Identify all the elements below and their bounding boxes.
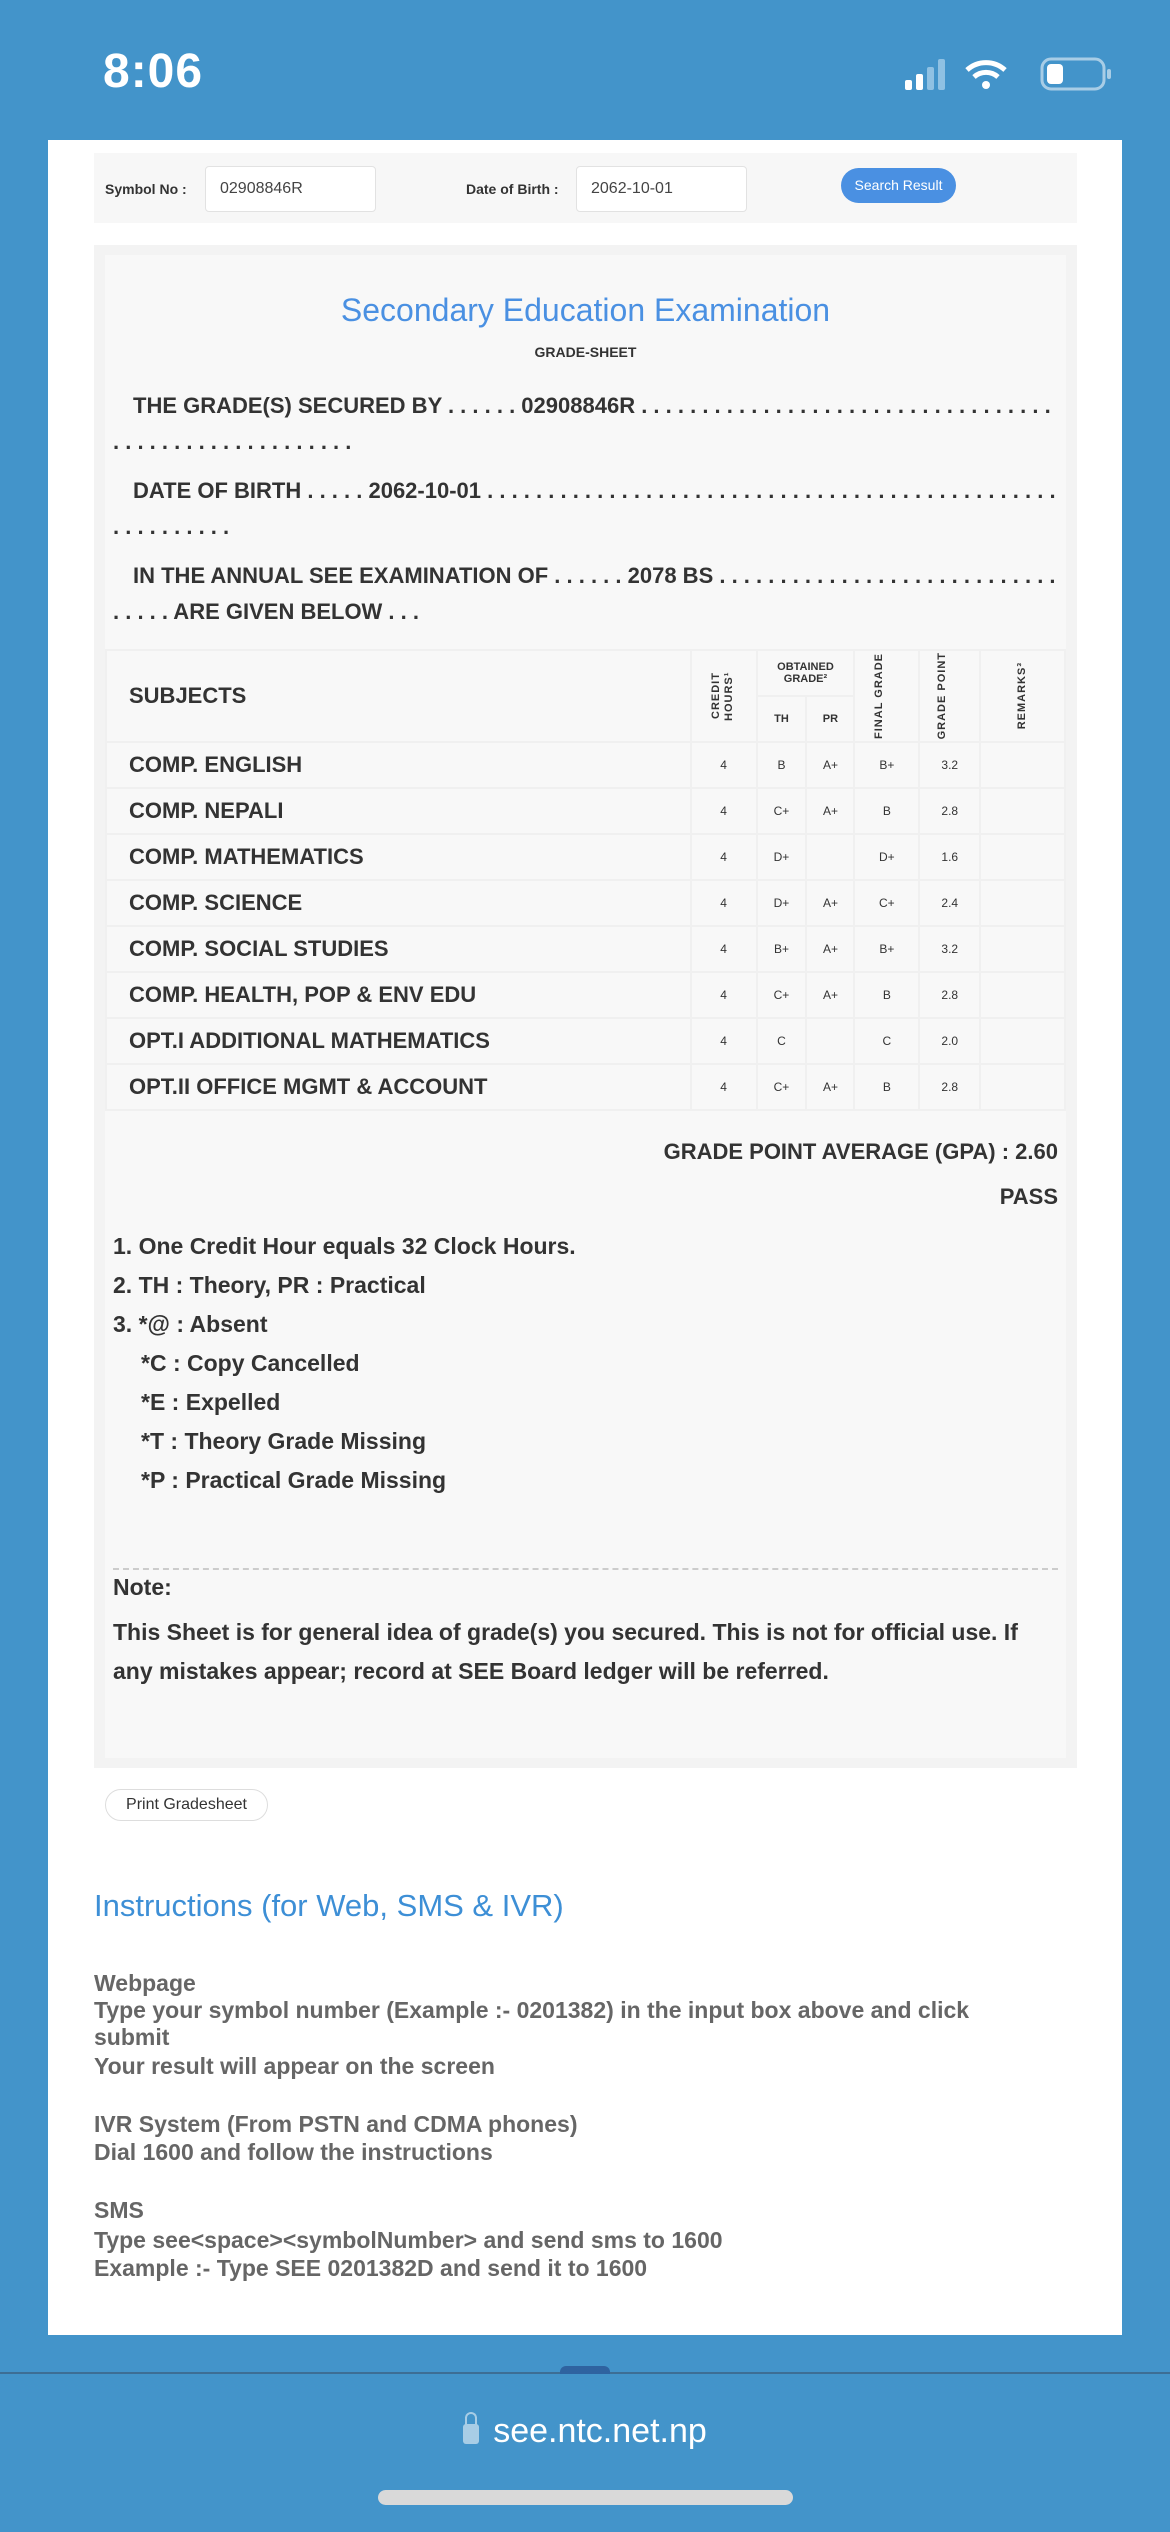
table-row <box>106 1064 1065 1110</box>
cell-remarks <box>980 742 1065 788</box>
secured-by-line: THE GRADE(S) SECURED BY . . . . . . 02908846R . . . . . . . . . . . . . . . . . . . . . . . . . . . . . . . . . . . . . . . . . . . . . . . . . . . . . . <box>113 393 1051 454</box>
cell-credit: 4 <box>691 742 757 788</box>
dob-label: Date of Birth : <box>466 181 559 197</box>
instruction-line: Your result will appear on the screen <box>94 2053 495 2079</box>
legend-item: 3. *@ : Absent <box>113 1311 268 1337</box>
cell-pr: A+ <box>806 1064 854 1110</box>
legend-item: *E : Expelled <box>141 1389 281 1415</box>
cell-pr <box>806 834 854 880</box>
cell-subject: OPT.I ADDITIONAL MATHEMATICS <box>106 1018 691 1064</box>
instruction-line: Example :- Type SEE 0201382D and send it to 1600 <box>94 2255 648 2281</box>
header-remarks: REMARKS³ <box>1016 662 1029 730</box>
cell-final: C+ <box>854 880 919 926</box>
cell-final: B <box>854 788 919 834</box>
table-row <box>106 972 1065 1018</box>
cell-final: B+ <box>854 742 919 788</box>
cell-credit: 4 <box>691 972 757 1018</box>
table-row <box>106 834 1065 880</box>
cell-remarks <box>980 880 1065 926</box>
cell-pr <box>806 1018 854 1064</box>
sheet-subtitle: GRADE-SHEET <box>534 344 637 360</box>
cell-remarks <box>980 788 1065 834</box>
symbol-label: Symbol No : <box>105 181 187 197</box>
sheet-title: Secondary Education Examination <box>340 292 831 328</box>
cell-gp: 3.2 <box>919 926 980 972</box>
cell-final: B <box>854 972 919 1018</box>
cell-credit: 4 <box>691 834 757 880</box>
legend-item: 1. One Credit Hour equals 32 Clock Hours. <box>113 1233 576 1259</box>
note-text: This Sheet is for general idea of grade(s) you secured. This is not for official use. If any mistakes appear; record at SEE Board ledger will be referred. <box>113 1619 1018 1684</box>
legend-item: *T : Theory Grade Missing <box>141 1428 426 1454</box>
table-row <box>106 926 1065 972</box>
header-pr: PR <box>806 696 854 742</box>
status-time: 8:06 <box>103 45 204 98</box>
cell-gp: 2.8 <box>919 788 980 834</box>
instruction-line: Webpage <box>94 1970 196 1996</box>
dob-input[interactable]: 2062-10-01 <box>576 166 747 212</box>
floating-widget[interactable] <box>560 2366 610 2374</box>
cell-th: C <box>757 1018 807 1064</box>
legend-item: *P : Practical Grade Missing <box>141 1467 447 1493</box>
header-final-grade: FINAL GRADE <box>872 653 885 739</box>
cell-gp: 2.0 <box>919 1018 980 1064</box>
header-grade-point: GRADE POINT <box>935 652 948 740</box>
cell-pr: A+ <box>806 972 854 1018</box>
cell-pr: A+ <box>806 926 854 972</box>
cell-th: C+ <box>757 1064 807 1110</box>
cell-th: D+ <box>757 880 807 926</box>
table-row <box>106 788 1065 834</box>
cell-subject: COMP. HEALTH, POP & ENV EDU <box>106 972 691 1018</box>
instructions-heading: Instructions (for Web, SMS & IVR) <box>94 1888 564 1923</box>
cell-remarks <box>980 834 1065 880</box>
legend-item: 2. TH : Theory, PR : Practical <box>113 1272 426 1298</box>
divider <box>113 1568 1058 1570</box>
cell-subject: COMP. ENGLISH <box>106 742 691 788</box>
cell-gp: 2.4 <box>919 880 980 926</box>
cell-gp: 3.2 <box>919 742 980 788</box>
signal-wifi-battery-icon <box>905 56 1115 92</box>
exam-line: IN THE ANNUAL SEE EXAMINATION OF . . . . . . 2078 BS . . . . . . . . . . . . . . . . . . . . . . . . . . . . . . . . . ARE GIVEN BELOW . . . <box>113 563 1056 624</box>
cell-gp: 1.6 <box>919 834 980 880</box>
cell-remarks <box>980 972 1065 1018</box>
lock-icon <box>463 2424 479 2444</box>
cell-credit: 4 <box>691 926 757 972</box>
cell-final: B+ <box>854 926 919 972</box>
symbol-input[interactable]: 02908846R <box>205 166 376 212</box>
cell-pr: A+ <box>806 742 854 788</box>
address-bar[interactable] <box>0 2412 1170 2451</box>
cell-gp: 2.8 <box>919 972 980 1018</box>
print-gradesheet-button[interactable]: Print Gradesheet <box>105 1789 268 1821</box>
instruction-line: SMS <box>94 2197 144 2223</box>
cell-final: D+ <box>854 834 919 880</box>
table-row <box>106 880 1065 926</box>
instruction-line: Dial 1600 and follow the instructions <box>94 2139 493 2165</box>
header-subjects: SUBJECTS <box>106 650 691 742</box>
header-credit-hours: CREDIT HOURS¹ <box>709 671 735 721</box>
cell-credit: 4 <box>691 880 757 926</box>
cell-gp: 2.8 <box>919 1064 980 1110</box>
cell-th: B+ <box>757 926 807 972</box>
cell-th: C+ <box>757 972 807 1018</box>
cell-pr: A+ <box>806 788 854 834</box>
cell-credit: 4 <box>691 788 757 834</box>
cell-subject: COMP. NEPALI <box>106 788 691 834</box>
instruction-line: Type your symbol number (Example :- 0201382) in the input box above and click <box>94 1997 970 2023</box>
cell-th: C+ <box>757 788 807 834</box>
cell-remarks <box>980 1064 1065 1110</box>
dob-line: DATE OF BIRTH . . . . . 2062-10-01 . . . . . . . . . . . . . . . . . . . . . . . . . . . . . . . . . . . . . . . . . . . . . . . . . . . . . . . . . <box>113 478 1056 539</box>
cell-subject: COMP. SCIENCE <box>106 880 691 926</box>
cell-remarks <box>980 926 1065 972</box>
header-obtained-grade: OBTAINED GRADE² <box>757 650 855 696</box>
cell-pr: A+ <box>806 880 854 926</box>
search-result-button[interactable]: Search Result <box>841 168 956 203</box>
cell-subject: COMP. MATHEMATICS <box>106 834 691 880</box>
cell-subject: COMP. SOCIAL STUDIES <box>106 926 691 972</box>
home-indicator[interactable] <box>378 2490 793 2505</box>
table-row <box>106 742 1065 788</box>
cell-subject: OPT.II OFFICE MGMT & ACCOUNT <box>106 1064 691 1110</box>
url-text: see.ntc.net.np <box>493 2412 707 2450</box>
cell-final: C <box>854 1018 919 1064</box>
header-th: TH <box>757 696 807 742</box>
table-row <box>106 1018 1065 1064</box>
cell-th: B <box>757 742 807 788</box>
legend-item: *C : Copy Cancelled <box>141 1350 360 1376</box>
note-label: Note: <box>113 1574 172 1600</box>
cell-credit: 4 <box>691 1018 757 1064</box>
gpa-text: GRADE POINT AVERAGE (GPA) : 2.60 <box>663 1139 1058 1164</box>
cell-credit: 4 <box>691 1064 757 1110</box>
cell-th: D+ <box>757 834 807 880</box>
status-icons <box>905 56 1115 92</box>
instruction-line: submit <box>94 2024 170 2050</box>
grades-table <box>105 649 1066 1111</box>
cell-final: B <box>854 1064 919 1110</box>
instruction-line: Type see<space><symbolNumber> and send sms to 1600 <box>94 2227 723 2253</box>
result-status: PASS <box>999 1184 1058 1209</box>
instruction-line: IVR System (From PSTN and CDMA phones) <box>94 2111 578 2137</box>
cell-remarks <box>980 1018 1065 1064</box>
